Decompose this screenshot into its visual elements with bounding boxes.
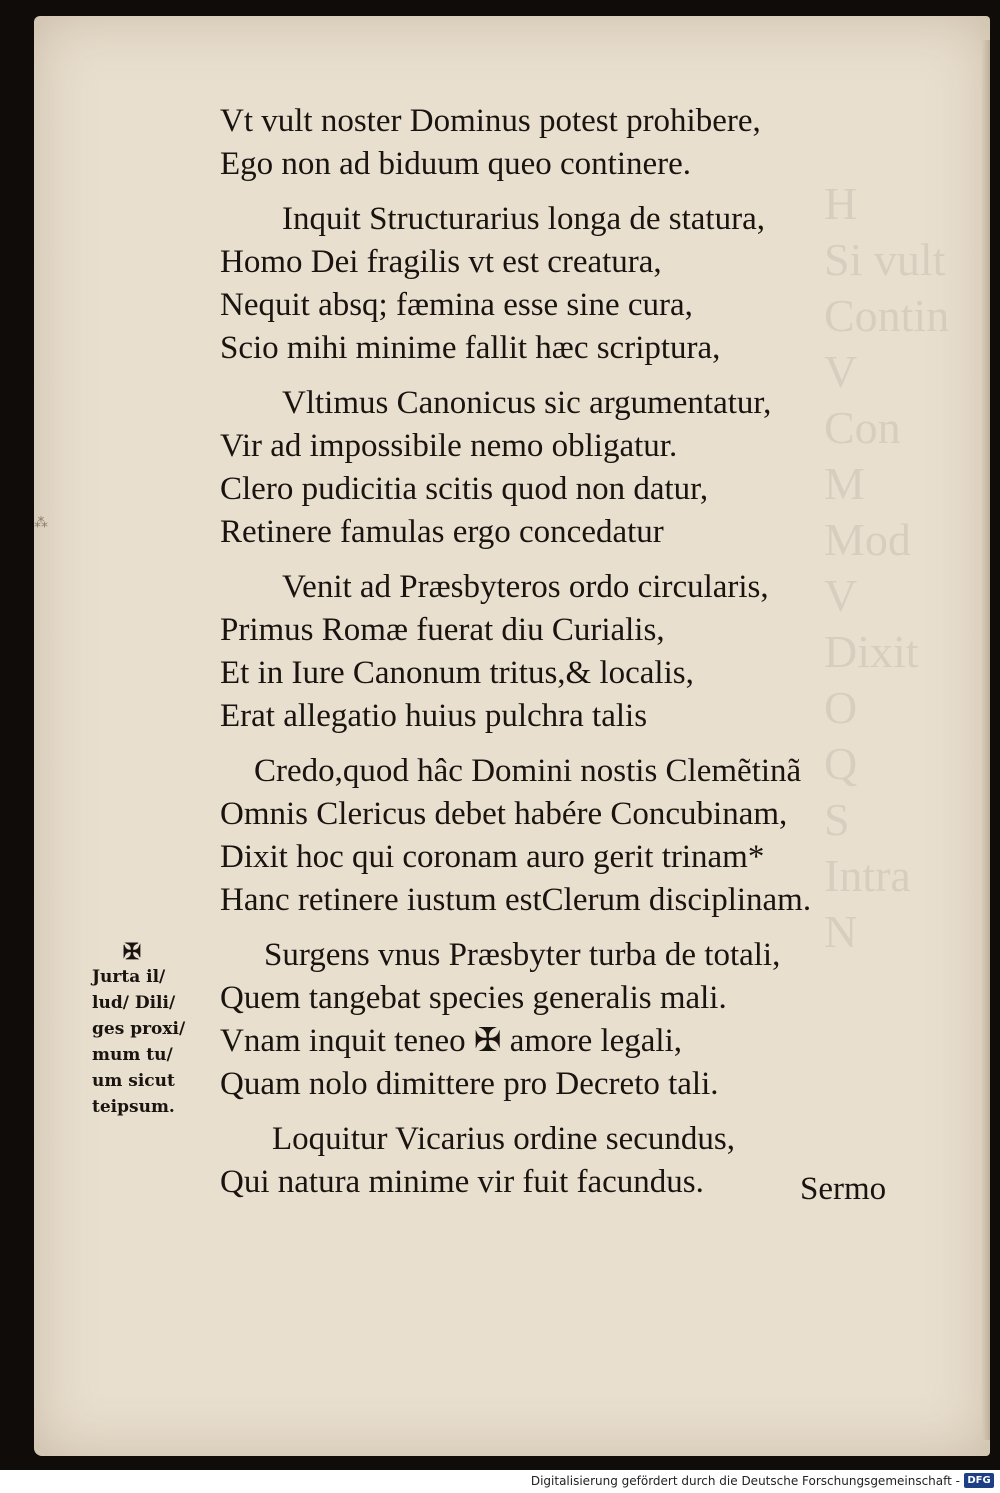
verse-line: Inquit Structurarius longa de statura, — [282, 201, 765, 237]
verse-line: Clero pudicitia scitis quod non datur, — [220, 471, 709, 507]
verse-line: Vir ad impossibile nemo obligatur. — [220, 428, 678, 464]
verse-line: Quam nolo dimittere pro Decreto tali. — [220, 1066, 719, 1102]
stanza — [220, 566, 930, 738]
bleed-through-line: Dixit — [824, 626, 919, 677]
cross-icon: ✠ — [122, 939, 142, 965]
verse-line: Hanc retinere iustum estClerum disciplinam. — [220, 882, 812, 918]
bleed-through-line: M — [824, 458, 865, 509]
footer-bar — [0, 1470, 1000, 1493]
bleed-through-line: Contin — [824, 290, 950, 341]
verse-line: Credo,quod hâc Domini nostis Clemẽtinã — [254, 753, 802, 789]
verse-line: Surgens vnus Præsbyter turba de totali, — [264, 937, 781, 973]
funding-notice: Digitalisierung gefördert durch die Deutsche Forschungsgemeinschaft - — [530, 1474, 960, 1488]
page-edge — [982, 40, 990, 1440]
verse-line: Vltimus Canonicus sic argumentatur, — [282, 385, 772, 421]
verse-line: Quem tangebat species generalis mali. — [220, 980, 727, 1016]
verse-line: Dixit hoc qui coronam auro gerit trinam* — [220, 839, 765, 875]
bleed-through-line: Q — [824, 738, 858, 789]
verse-line: Qui natura minime vir fuit facundus. — [220, 1164, 704, 1200]
bleed-through-line: Intra — [824, 850, 911, 901]
bleed-through-line: Si vult — [824, 234, 946, 285]
marginal-note — [92, 940, 212, 1120]
bleed-through-line: V — [824, 346, 858, 397]
marginal-note-line: Jurta il/ — [92, 967, 166, 987]
verse-line: Homo Dei fragilis vt est creatura, — [220, 244, 662, 280]
stanza — [220, 934, 930, 1106]
verse-line: Venit ad Præsbyteros ordo circularis, — [282, 569, 769, 605]
marginal-note-line: mum tu/ — [92, 1045, 173, 1065]
verse-line: Retinere famulas ergo concedatur — [220, 514, 664, 550]
marginal-note-line: um sicut — [92, 1071, 175, 1091]
stanza — [220, 100, 930, 186]
verse-line: Erat allegatio huius pulchra talis — [220, 698, 648, 734]
verse-line: Scio mihi minime fallit hæc scriptura, — [220, 330, 721, 366]
marginal-note-line: lud/ Dili/ — [92, 993, 176, 1013]
bleed-through-line: N — [824, 906, 858, 957]
bleed-through-line: O — [824, 682, 858, 733]
stanza — [220, 382, 930, 554]
stanza — [220, 750, 930, 922]
gutter-mark: ⁂ — [34, 516, 48, 531]
verse-line: Loquitur Vicarius ordine secundus, — [272, 1121, 735, 1157]
marginal-note-line: ges proxi/ — [92, 1019, 186, 1039]
bleed-through-line: V — [824, 570, 858, 621]
verse-line: Nequit absq; fæmina esse sine cura, — [220, 287, 693, 323]
bleed-through-line: Con — [824, 402, 901, 453]
dfg-logo: DFG — [964, 1473, 994, 1488]
verse-line: Ego non ad biduum queo continere. — [220, 146, 692, 182]
verse-line: Primus Romæ fuerat diu Curialis, — [220, 612, 665, 648]
bleed-through-line: H — [824, 178, 858, 229]
verse-line: Vt vult noster Dominus potest prohibere, — [220, 103, 761, 139]
stanza — [220, 198, 930, 370]
verse-line: Et in Iure Canonum tritus,& localis, — [220, 655, 694, 691]
verse-line: Omnis Clericus debet habére Concubinam, — [220, 796, 788, 832]
bleed-through-line: Mod — [824, 514, 911, 565]
marginal-note-line: teipsum. — [92, 1097, 175, 1117]
verse-line: Vnam inquit teneo ✠ amore legali, — [220, 1023, 683, 1059]
bleed-through-line: S — [824, 794, 850, 845]
catchword: Sermo — [800, 1171, 887, 1207]
verse-text — [220, 100, 930, 1216]
